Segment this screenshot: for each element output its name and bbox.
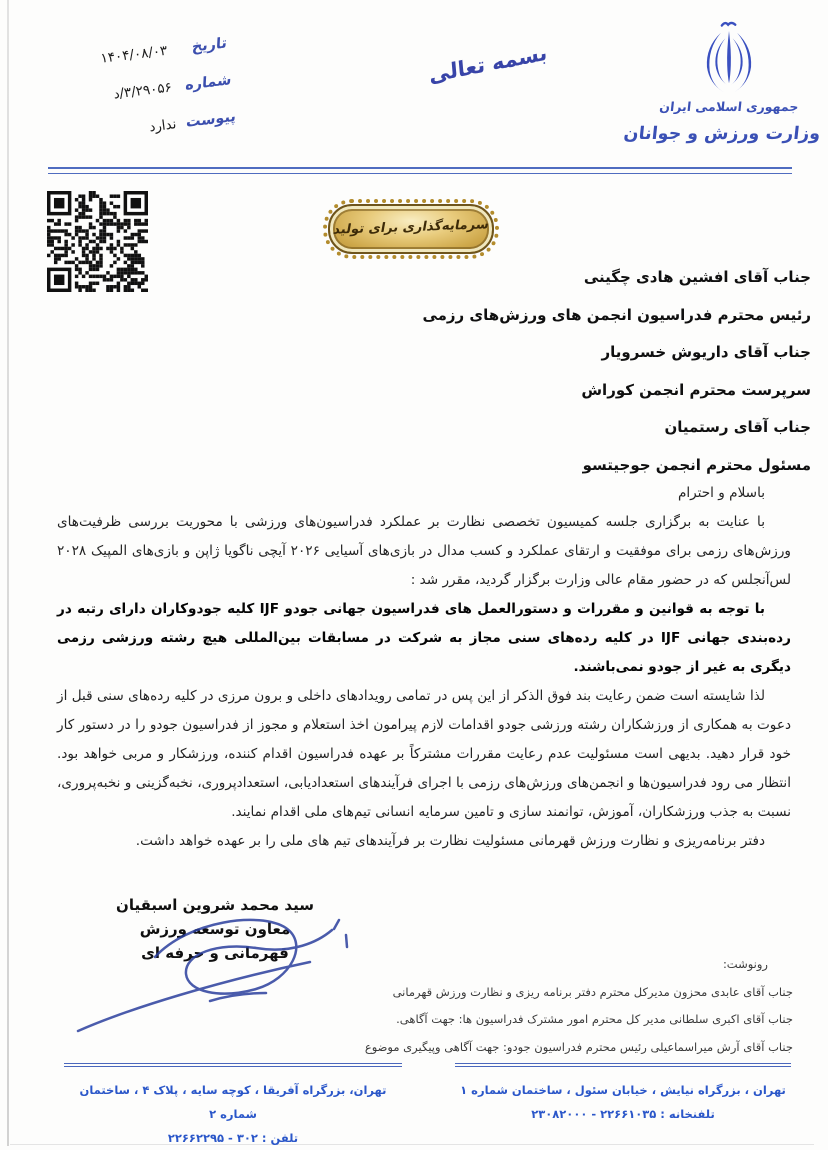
recipient-line: جناب آقای افشین هادی چگینی bbox=[583, 268, 811, 286]
year-slogan-stamp bbox=[328, 204, 494, 254]
footer-address-right bbox=[455, 1063, 791, 1126]
cc-item: جناب آقای عابدی محزون مدیرکل محترم دفتر برنامه ریزی و نظارت ورزش قهرمانی bbox=[392, 984, 793, 999]
republic-title: جمهوری اسلامی ایران bbox=[658, 99, 800, 114]
footer-right-phone: تلفنخانه : ۲۲۶۶۱۰۳۵ - ۲۳۰۸۲۰۰۰ bbox=[531, 1107, 715, 1121]
footer-address-left bbox=[64, 1063, 402, 1150]
body-paragraph-4: دفتر برنامه‌ریزی و نظارت ورزش قهرمانی مسئولیت نظارت بر فرآیندهای تیم های ملی را بر عهده خواهد داشت. bbox=[135, 833, 765, 849]
cc-item: جناب آقای اکبری سلطانی مدیر کل محترم امور مشترک فدراسیون ها: جهت آگاهی. bbox=[396, 1012, 793, 1026]
body-paragraph-1: با عنایت به برگزاری جلسه کمیسیون تخصصی نظارت بر عملکرد فدراسیون‌های ورزشی با محوریت بررسی ظرفیت‌های ورزش‌های رزمی برای موفقیت و ارتقای عملکرد و کسب مدال در بازی‌های آسیایی ۲۰۲۶ آیچی ناگویا ژاپن و بازی‌های المپیک ۲۰۲۸ لس‌آنجلس که در حضور مقام عالی وزارت برگزار گردید، مقرر شد : bbox=[57, 514, 791, 588]
cc-block bbox=[365, 951, 793, 1061]
body-paragraph-2-bold: با توجه به قوانین و مقررات و دستورالعمل های فدراسیون جهانی جودو IJF کلیه جودوکاران دارای رتبه در رده‌بندی جهانی IJF در کلیه رده‌های سنی مجاز به شرکت در مسابقات بین‌المللی هیچ رشته ورزشی رزمی دیگری به غیر از جودو نمی‌باشند. bbox=[57, 601, 791, 675]
recipient-line: رئیس محترم فدراسیون انجمن های ورزش‌های رزمی bbox=[422, 305, 811, 324]
bismillah-calligraphy: بسمه تعالی bbox=[428, 40, 549, 88]
cc-label: رونوشت: bbox=[722, 957, 768, 971]
attachment-label: پیوست bbox=[185, 108, 237, 131]
qr-code bbox=[47, 191, 148, 292]
signatory-name: سید محمد شروین اسبقیان bbox=[116, 896, 314, 914]
number-value: ۳/۲۹۰۵۶/د bbox=[112, 78, 173, 102]
signatory-title-line-1: معاون توسعه ورزش bbox=[139, 920, 291, 938]
cc-item: جناب آقای آرش میراسماعیلی رئیس محترم فدراسیون جودو: جهت آگاهی وپیگیری موضوع bbox=[364, 1039, 793, 1054]
recipient-line: مسئول محترم انجمن جوجیتسو bbox=[582, 455, 811, 474]
recipient-line: جناب آقای داریوش خسرویار bbox=[601, 343, 811, 361]
recipients-block bbox=[422, 259, 811, 484]
signature-block bbox=[96, 893, 334, 965]
body-paragraph-3: لذا شایسته است ضمن رعایت بند فوق الذکر از این پس در تمامی رویدادهای داخلی و برون مرزی در کلیه رده‌های سنی قبل از دعوت به همکاری از ورزشکاران رشته ورزشی جودو اقدامات لازم پیرامون اخذ استعلام و مجوز از فدراسیون جودو را در دستور کار خود قرار دهید. بدیهی است مسئولیت عدم رعایت مقررات مشترکاً بر عهده فدراسیون اقدام کننده، ورزشکار و مربی خواهد بود. انتظار می رود فدراسیون‌ها و انجمن‌های ورزش‌های رزمی با اجرای فرآیندهای استعدادیابی، استعدادپروری، نخبه‌گزینی و نخبه‌پروری، نسبت به جذب ورزشکاران، آموزش، توانمند سازی و تامین سرمایه انسانی تیم‌های ملی اقدام نمایند. bbox=[57, 688, 791, 820]
scan-left-edge bbox=[7, 0, 9, 1146]
ministry-title: وزارت ورزش و جوانان bbox=[622, 124, 822, 144]
salutation: باسلام و احترام bbox=[677, 485, 765, 501]
letter-meta-block bbox=[30, 24, 238, 158]
iran-emblem-icon bbox=[702, 20, 756, 96]
recipient-line: جناب آقای رستمیان bbox=[664, 418, 811, 436]
letter-body bbox=[57, 479, 791, 856]
date-value: ۱۴۰۴/۰۸/۰۳ bbox=[99, 42, 169, 67]
attachment-value: ندارد bbox=[148, 115, 178, 135]
number-label: شماره bbox=[184, 71, 232, 94]
footer-left-address: تهران، بزرگراه آفریقا ، کوچه سایه ، پلاک ۴ ، ساختمان شماره ۲ bbox=[79, 1083, 387, 1121]
date-label: تاریخ bbox=[191, 34, 228, 56]
header-divider-rule bbox=[48, 167, 792, 174]
footer-right-address: تهران ، بزرگراه نیایش ، خیابان سئول ، ساختمان شماره ۱ bbox=[460, 1083, 786, 1097]
year-slogan-text: سرمایه‌گذاری برای تولید bbox=[331, 217, 491, 238]
footer-left-phone: تلفن : ۳۰۲ - ۲۲۶۶۲۲۹۵ bbox=[167, 1131, 299, 1145]
signatory-title-line-2: قهرمانی و حرفه ای bbox=[141, 944, 289, 962]
recipient-line: سرپرست محترم انجمن کوراش bbox=[581, 380, 811, 399]
